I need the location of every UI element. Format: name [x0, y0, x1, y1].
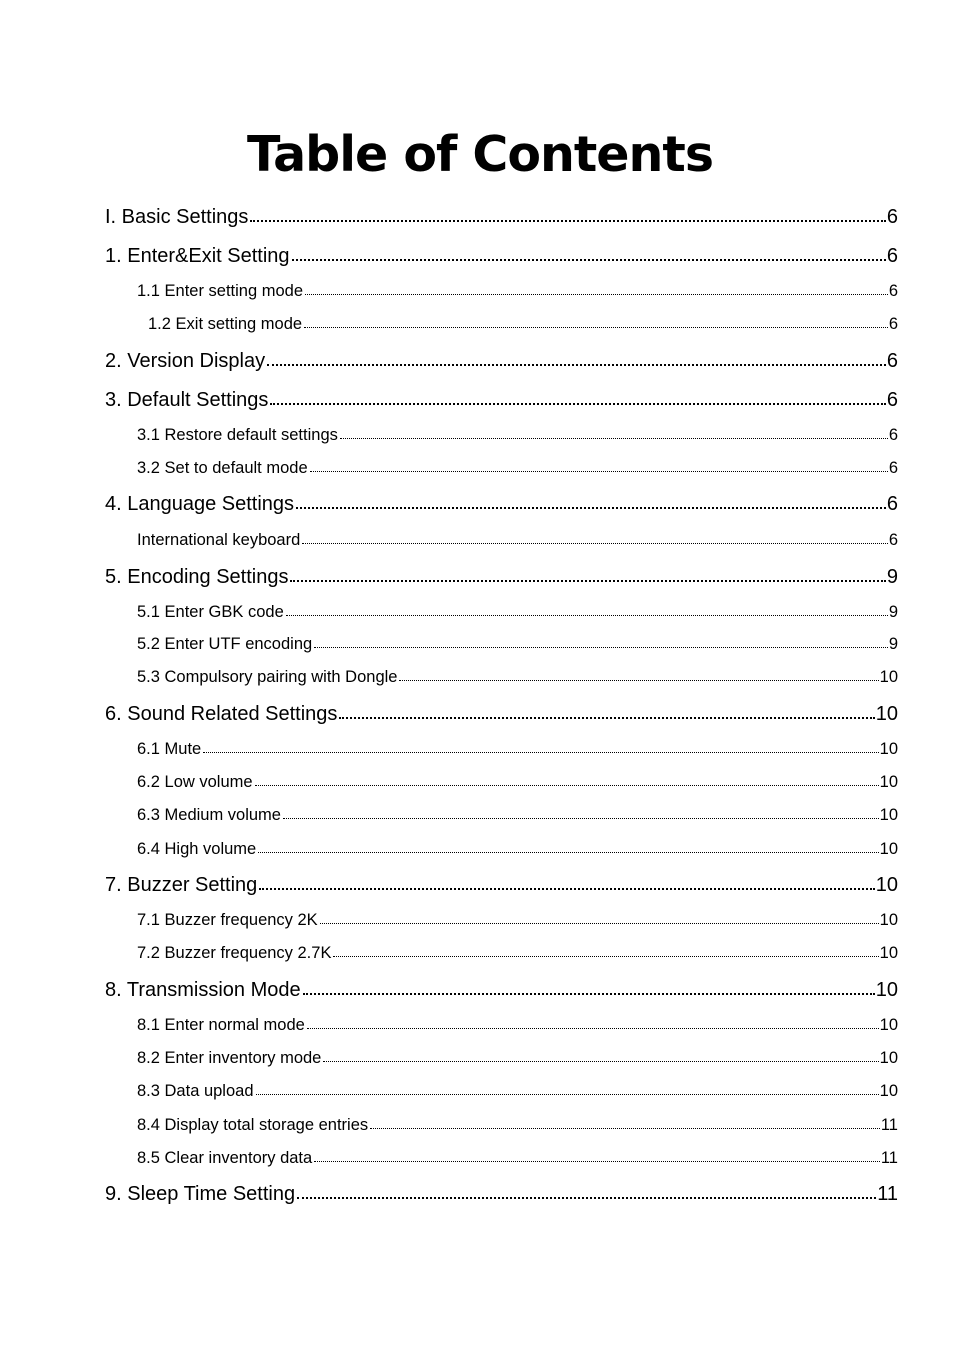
toc-entry-page: 11 [880, 1116, 898, 1134]
toc-entry-page: 10 [879, 1016, 898, 1034]
toc-entry-data-upload[interactable] [137, 1080, 898, 1102]
toc-entry-page: 9 [886, 566, 898, 588]
toc-entry-label: 3. Default Settings [105, 389, 269, 411]
dot-leader [255, 772, 879, 787]
toc-entry-page: 6 [888, 426, 898, 444]
toc-entry-version-display[interactable] [105, 348, 898, 374]
toc-entry-label: 8.2 Enter inventory mode [137, 1049, 322, 1067]
toc-entry-label: 8. Transmission Mode [105, 979, 301, 1001]
dot-leader [270, 388, 885, 406]
toc-entry-page: 6 [886, 493, 898, 515]
toc-entry-buzzer-frequency-2k[interactable] [137, 909, 898, 931]
toc-entry-label: 2. Version Display [105, 350, 266, 372]
toc-entry-page: 6 [886, 389, 898, 411]
toc-entry-international-keyboard[interactable] [137, 529, 898, 551]
toc-entry-page: 10 [879, 740, 898, 758]
dot-leader [290, 565, 885, 583]
toc-entry-page: 9 [888, 635, 898, 653]
toc-entry-page: 10 [879, 806, 898, 824]
dot-leader [304, 314, 888, 329]
toc-entry-language-settings[interactable] [105, 491, 898, 517]
dot-leader [203, 739, 878, 754]
toc-entry-label: 8.1 Enter normal mode [137, 1016, 305, 1034]
dot-leader [256, 1081, 879, 1096]
toc-entry-high-volume[interactable] [137, 838, 898, 860]
toc-entry-label: 7.1 Buzzer frequency 2K [137, 911, 318, 929]
toc-entry-enter-inventory-mode[interactable] [137, 1047, 898, 1069]
toc-entry-label: 5.2 Enter UTF encoding [137, 635, 313, 653]
dot-leader [296, 492, 886, 510]
toc-entry-page: 10 [875, 703, 898, 725]
dot-leader [340, 425, 888, 440]
dot-leader [314, 1148, 880, 1163]
dot-leader [292, 244, 886, 262]
dot-leader [399, 667, 878, 682]
toc-entry-label: 8.5 Clear inventory data [137, 1149, 313, 1167]
toc-entry-label: 7.2 Buzzer frequency 2.7K [137, 944, 332, 962]
dot-leader [310, 458, 888, 473]
toc-entry-set-to-default-mode[interactable] [137, 457, 898, 479]
toc-entry-label: 1.2 Exit setting mode [148, 315, 303, 333]
toc-entry-label: 8.3 Data upload [137, 1082, 254, 1100]
toc-entry-label: 7. Buzzer Setting [105, 874, 258, 896]
toc-entry-low-volume[interactable] [137, 771, 898, 793]
toc-entry-label: International keyboard [137, 531, 301, 549]
toc-entry-label: 5. Encoding Settings [105, 566, 289, 588]
toc-entry-page: 10 [879, 840, 898, 858]
toc-entry-label: 6.4 High volume [137, 840, 257, 858]
dot-leader [320, 910, 879, 925]
toc-entry-page: 10 [875, 979, 898, 1001]
toc-entry-mute[interactable] [137, 738, 898, 760]
toc-entry-enter-utf-encoding[interactable] [137, 633, 898, 655]
toc-entry-label: 6.1 Mute [137, 740, 202, 758]
toc-entry-exit-setting-mode[interactable] [148, 313, 898, 335]
dot-leader [259, 873, 874, 891]
toc-entry-default-settings[interactable] [105, 387, 898, 413]
dot-leader [267, 349, 886, 367]
toc-entry-page: 10 [879, 944, 898, 962]
toc-entry-label: 3.1 Restore default settings [137, 426, 338, 444]
dot-leader [286, 602, 888, 617]
toc-entry-label: 5.3 Compulsory pairing with Dongle [137, 668, 398, 686]
toc-entry-transmission-mode[interactable] [105, 977, 898, 1003]
toc-entry-page: 9 [888, 603, 898, 621]
dot-leader [305, 281, 888, 296]
toc-entry-page: 10 [879, 1082, 898, 1100]
toc-entry-label: 1.1 Enter setting mode [137, 282, 304, 300]
toc-entry-label: 6. Sound Related Settings [105, 703, 338, 725]
toc-entry-sleep-time-setting[interactable] [105, 1181, 898, 1207]
toc-entry-enter-setting-mode[interactable] [137, 280, 898, 302]
toc-entry-page: 6 [888, 531, 898, 549]
toc-entry-page: 6 [886, 245, 898, 267]
toc-entry-page: 11 [877, 1183, 898, 1205]
dot-leader [333, 943, 878, 958]
toc-entry-label: 3.2 Set to default mode [137, 459, 308, 477]
toc-entry-label: I. Basic Settings [105, 206, 249, 228]
toc-entry-page: 6 [888, 459, 898, 477]
toc-entry-enter-gbk-code[interactable] [137, 601, 898, 623]
toc-entry-page: 10 [879, 668, 898, 686]
toc-entry-label: 6.2 Low volume [137, 773, 253, 791]
toc-entry-buzzer-frequency-2-7k[interactable] [137, 942, 898, 964]
toc-entry-restore-default-settings[interactable] [137, 424, 898, 446]
toc-entry-label: 1. Enter&Exit Setting [105, 245, 290, 267]
toc-entry-page: 6 [888, 315, 898, 333]
toc-entry-clear-inventory-data[interactable] [137, 1147, 898, 1169]
dot-leader [297, 1182, 876, 1200]
dot-leader [339, 702, 874, 720]
toc-entry-medium-volume[interactable] [137, 804, 898, 826]
toc-entry-label: 4. Language Settings [105, 493, 295, 515]
toc-entry-enter-normal-mode[interactable] [137, 1014, 898, 1036]
dot-leader [283, 805, 879, 820]
dot-leader [307, 1015, 879, 1030]
dot-leader [250, 205, 885, 223]
toc-entry-label: 8.4 Display total storage entries [137, 1116, 369, 1134]
toc-entry-enter-exit-setting[interactable] [105, 243, 898, 269]
toc-entry-page: 10 [879, 773, 898, 791]
toc-entry-buzzer-setting[interactable] [105, 872, 898, 898]
toc-entry-basic-settings[interactable] [105, 204, 898, 230]
toc-entry-label: 6.3 Medium volume [137, 806, 281, 824]
toc-entry-sound-related-settings[interactable] [105, 701, 898, 727]
toc-entry-compulsory-pairing[interactable] [137, 666, 898, 688]
toc-entry-page: 6 [886, 206, 898, 228]
dot-leader [258, 839, 878, 854]
toc-entry-page: 6 [886, 350, 898, 372]
toc-entry-page: 10 [879, 1049, 898, 1067]
dot-leader [302, 530, 888, 545]
toc-entry-page: 6 [888, 282, 898, 300]
dot-leader [370, 1115, 880, 1130]
page-title: Table of Contents [246, 126, 713, 183]
toc-entry-page: 10 [875, 874, 898, 896]
toc-entry-page: 10 [879, 911, 898, 929]
toc-entry-label: 5.1 Enter GBK code [137, 603, 284, 621]
dot-leader [314, 634, 888, 649]
toc-entry-display-total-storage[interactable] [137, 1114, 898, 1136]
toc-entry-encoding-settings[interactable] [105, 564, 898, 590]
dot-leader [303, 978, 875, 996]
dot-leader [323, 1048, 878, 1063]
toc-entry-label: 9. Sleep Time Setting [105, 1183, 296, 1205]
toc-entry-page: 11 [880, 1149, 898, 1167]
